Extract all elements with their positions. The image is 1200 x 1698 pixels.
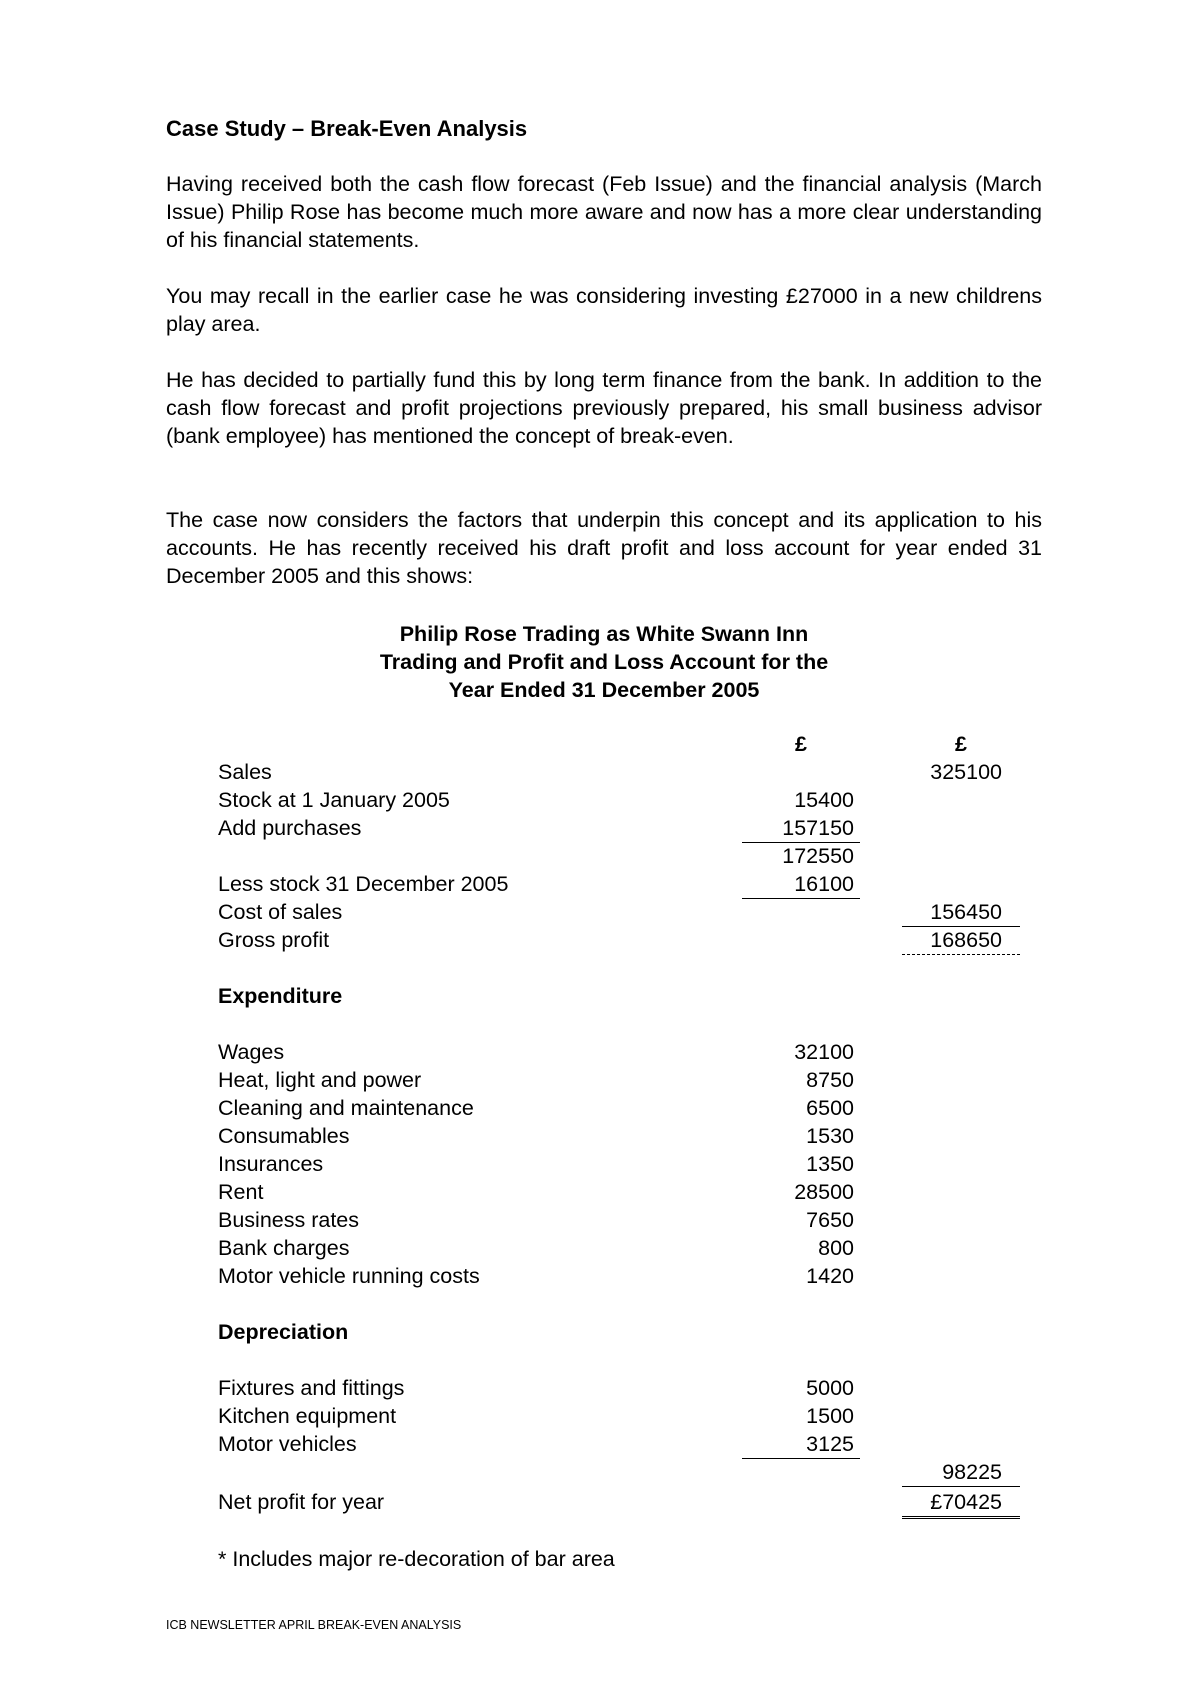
depreciation-heading-row	[0, 1318, 1200, 1346]
row-amount-col1: 8750	[806, 1068, 854, 1092]
page-footer: ICB NEWSLETTER APRIL BREAK-EVEN ANALYSIS	[166, 1618, 462, 1632]
row-amount-col1: 5000	[806, 1376, 854, 1400]
table-row	[0, 814, 1200, 842]
table-row	[0, 1234, 1200, 1262]
row-amount-col1: 800	[818, 1236, 854, 1260]
row-amount-col1: 16100	[742, 870, 860, 899]
row-label: Fixtures and fittings	[218, 1376, 405, 1400]
row-label: Cost of sales	[218, 900, 343, 924]
table-row	[0, 1262, 1200, 1290]
table-row	[0, 758, 1200, 786]
table-row	[0, 926, 1200, 954]
row-label: Motor vehicles	[218, 1432, 357, 1456]
account-title-line-1: Philip Rose Trading as White Swann Inn	[399, 622, 809, 646]
row-label: Business rates	[218, 1208, 360, 1232]
row-amount-col1: 15400	[794, 788, 854, 812]
net-profit-amount: £70425	[902, 1488, 1020, 1519]
row-amount-col1: 157150	[742, 814, 860, 843]
table-row	[0, 1178, 1200, 1206]
row-amount-col1: 7650	[806, 1208, 854, 1232]
row-label: Motor vehicle running costs	[218, 1264, 480, 1288]
row-label: Less stock 31 December 2005	[218, 872, 509, 896]
accounts-paragraph: The case now considers the factors that underpin this concept and its application to his accounts. He has recently received his draft profit and loss account for year ended 31 December 2005 and this shows:	[166, 508, 1042, 588]
table-row	[0, 1430, 1200, 1458]
row-label: Gross profit	[218, 928, 330, 952]
currency-header-col1: £	[795, 732, 807, 756]
table-row	[0, 1150, 1200, 1178]
row-amount-col1: 28500	[794, 1180, 854, 1204]
table-row	[0, 1122, 1200, 1150]
row-amount-col2: 325100	[930, 760, 1002, 784]
row-amount-col1: 172550	[782, 844, 854, 868]
net-profit-row	[0, 1488, 1200, 1516]
finance-paragraph: He has decided to partially fund this by long term finance from the bank. In addition to the cash flow forecast and profit projections previously prepared, his small business advisor (bank employee) has mentioned the concept of break-even.	[166, 368, 1042, 448]
investment-paragraph: You may recall in the earlier case he was considering investing £27000 in a new childrens play area.	[166, 284, 1042, 336]
currency-header-col2: £	[955, 732, 967, 756]
total-expenses-amount: 98225	[902, 1458, 1020, 1487]
net-profit-label: Net profit for year	[218, 1490, 385, 1514]
table-row	[0, 898, 1200, 926]
currency-header-row	[0, 730, 1200, 758]
row-label: Rent	[218, 1180, 264, 1204]
row-label: Add purchases	[218, 816, 362, 840]
page-title: Case Study – Break-Even Analysis	[166, 116, 528, 141]
table-row	[0, 870, 1200, 898]
row-label: Consumables	[218, 1124, 350, 1148]
expenditure-heading: Expenditure	[218, 984, 343, 1008]
intro-paragraph: Having received both the cash flow forecast (Feb Issue) and the financial analysis (March Issue) Philip Rose has become much more aware and now has a more clear understanding of his financial statements.	[166, 172, 1042, 252]
account-title	[166, 620, 1042, 704]
expenditure-heading-row	[0, 982, 1200, 1010]
row-amount-col1: 32100	[794, 1040, 854, 1064]
row-amount-col1: 3125	[742, 1430, 860, 1459]
total-expenses-row	[0, 1458, 1200, 1486]
footnote: * Includes major re-decoration of bar area	[218, 1547, 615, 1571]
account-title-line-3: Year Ended 31 December 2005	[448, 678, 760, 702]
row-amount-col1: 1500	[806, 1404, 854, 1428]
row-label: Kitchen equipment	[218, 1404, 397, 1428]
row-label: Insurances	[218, 1152, 324, 1176]
row-amount-col1: 1530	[806, 1124, 854, 1148]
row-label: Heat, light and power	[218, 1068, 422, 1092]
table-row	[0, 1094, 1200, 1122]
depreciation-heading: Depreciation	[218, 1320, 349, 1344]
account-title-line-2: Trading and Profit and Loss Account for the	[379, 650, 829, 674]
row-label: Sales	[218, 760, 272, 784]
row-amount-col2: 156450	[902, 898, 1020, 927]
table-row	[0, 1066, 1200, 1094]
table-row	[0, 1374, 1200, 1402]
row-label: Stock at 1 January 2005	[218, 788, 450, 812]
row-amount-col1: 1420	[806, 1264, 854, 1288]
table-row	[0, 1206, 1200, 1234]
row-label: Wages	[218, 1040, 285, 1064]
table-row	[0, 1402, 1200, 1430]
row-amount-col1: 1350	[806, 1152, 854, 1176]
row-label: Bank charges	[218, 1236, 350, 1260]
row-amount-col1: 6500	[806, 1096, 854, 1120]
row-amount-col2: 168650	[902, 926, 1020, 955]
row-label: Cleaning and maintenance	[218, 1096, 474, 1120]
table-row	[0, 842, 1200, 870]
table-row	[0, 786, 1200, 814]
table-row	[0, 1038, 1200, 1066]
